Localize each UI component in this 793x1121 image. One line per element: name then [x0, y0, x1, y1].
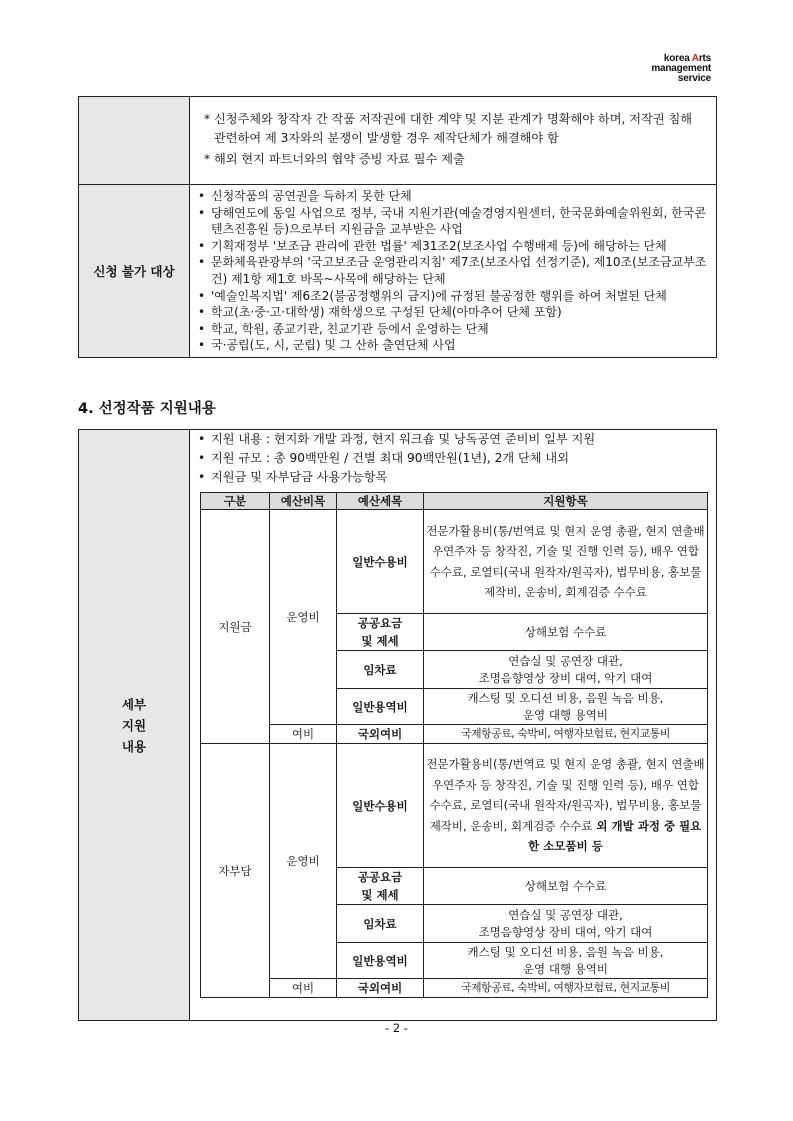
ineligible-item: • 문화체육관광부의 '국고보조금 운영관리지침' 제7조(보조사업 선정기준), 제10조(보조금교부조건) 제1항 제1호 바목~사목에 해당하는 단체 [194, 254, 710, 287]
budget-desc-text: 상해보험 수수료 [524, 879, 607, 893]
col-header: 예산세목 [337, 493, 424, 510]
budget-desc-bold: 외 개발 과정 중 필요한 소모품비 등 [528, 818, 702, 854]
travel-category: 여비 [270, 725, 337, 744]
eligibility-table [78, 96, 717, 358]
ineligible-item: • 기획재정부 '보조금 관리에 관한 법률' 제31조2(보조사업 수행배제 등)에 해당하는 단체 [194, 238, 710, 255]
budget-item: 임차료 [337, 651, 424, 689]
budget-desc [424, 510, 708, 614]
budget-item: 국외여비 [337, 979, 424, 998]
budget-desc-text: 전문가활용비(통/번역료 및 현지 운영 총괄, 현지 연출배우연주자 등 창작진, 기술 및 진행 인력 등), 배우 연합 수수료, 로열티(국내 원작자/원곡자), 법무비용, 홍보물제작비, 운송비, 회계검증 수수료 [426, 757, 705, 833]
budget-desc-text: 상해보험 수수료 [524, 625, 607, 639]
budget-desc [424, 651, 708, 689]
support-content [190, 430, 717, 1021]
budget-desc-text: 연습실 및 공연장 대관, 조명음향영상 장비 대여, 악기 대여 [478, 654, 653, 685]
group-name: 지원금 [201, 510, 270, 744]
kams-logo: korea Arts management service [651, 53, 711, 84]
empty-label-cell [79, 97, 190, 185]
budget-desc-text: 전문가활용비(통/번역료 및 현지 운영 총괄, 현지 연출배우연주자 등 창작진, 기술 및 진행 인력 등), 배우 연합 수수료, 로열티(국내 원작자/원곡자), 법무비용, 홍보물제작비, 운송비, 회계검증 수수료 [426, 523, 705, 599]
budget-item: 일반수용비 [337, 744, 424, 868]
budget-item: 공공요금 및 제세 [337, 614, 424, 651]
table-row [201, 725, 708, 744]
support-bullet: • 지원 내용 : 현지화 개발 과정, 현지 워크숍 및 낭독공연 준비비 일부 지원 [194, 430, 712, 449]
ineligible-list [194, 188, 710, 354]
page-number: - 2 - [385, 1021, 408, 1035]
ineligible-item: • 학교(초·중·고·대학생) 재학생으로 구성된 단체(아마추어 단체 포함) [194, 304, 710, 321]
col-header: 예산비목 [270, 493, 337, 510]
group-name: 자부담 [201, 744, 270, 998]
section-title: 4. 선정작품 지원내용 [78, 401, 216, 417]
budget-item: 임차료 [337, 905, 424, 943]
budget-item: 일반용역비 [337, 689, 424, 725]
note-copyright: * 신청주체와 창작자 간 작품 저작권에 대한 계약 및 지분 관계가 명확해야 하며, 저작권 침해 관련하여 제 3자와의 분쟁이 발생할 경우 제작단체가 해결해야 함 [204, 112, 693, 145]
support-bullet: • 지원 규모 : 총 90백만원 / 건별 최대 90백만원(1년), 2개 단체 내외 [194, 449, 712, 468]
table-row [201, 510, 708, 614]
budget-desc-text: 국제항공료, 숙박비, 여행자보험료, 현지교통비 [461, 980, 670, 994]
ineligible-list-cell [190, 185, 717, 358]
ineligible-item: • 신청작품의 공연권을 득하지 못한 단체 [194, 188, 710, 205]
note-partner: * 해외 현지 파트너와의 협약 증빙 자료 필수 제출 [204, 152, 465, 166]
ineligible-item: • 학교, 학원, 종교기관, 친교기관 등에서 운영하는 단체 [194, 321, 710, 338]
copyright-notes [190, 97, 717, 185]
budget-table [200, 492, 708, 998]
ineligible-item: • 국·공립(도, 시, 군립) 및 그 산하 출연단체 사업 [194, 337, 710, 354]
ineligible-item: • 당해연도에 동일 사업으로 정부, 국내 지원기관(예술경영지원센터, 한국문화예술위원회, 한국콘텐츠진흥원 등)으로부터 지원금을 교부받은 사업 [194, 205, 710, 238]
budget-desc [424, 943, 708, 979]
budget-desc [424, 868, 708, 905]
budget-desc-text: 국제항공료, 숙박비, 여행자보험료, 현지교통비 [461, 726, 670, 740]
budget-desc [424, 725, 708, 744]
support-bullets [194, 430, 712, 487]
budget-desc-text: 연습실 및 공연장 대관, 조명음향영상 장비 대여, 악기 대여 [478, 908, 653, 939]
ineligible-item: • '예술인복지법' 제6조2(불공정행위의 금지)에 규정된 불공정한 행위를 하여 처벌된 단체 [194, 288, 710, 305]
budget-desc-text: 캐스팅 및 오디션 비용, 음원 녹음 비용, 운영 대행 용역비 [467, 691, 664, 722]
ineligible-label: 신청 불가 대상 [79, 185, 190, 358]
col-header: 구분 [201, 493, 270, 510]
budget-desc-text: 캐스팅 및 오디션 비용, 음원 녹음 비용, 운영 대행 용역비 [467, 945, 664, 976]
support-table [78, 429, 717, 1021]
support-label: 세부 지원 내용 [79, 430, 190, 1021]
budget-desc [424, 979, 708, 998]
budget-desc [424, 689, 708, 725]
col-header: 지원항목 [424, 493, 708, 510]
budget-item: 일반용역비 [337, 943, 424, 979]
table-row [201, 979, 708, 998]
support-bullet: • 지원금 및 자부담금 사용가능항목 [194, 468, 712, 487]
budget-item: 일반수용비 [337, 510, 424, 614]
budget-item: 국외여비 [337, 725, 424, 744]
cost-category: 운영비 [270, 510, 337, 725]
travel-category: 여비 [270, 979, 337, 998]
budget-desc [424, 905, 708, 943]
budget-desc [424, 744, 708, 868]
budget-item: 공공요금 및 제세 [337, 868, 424, 905]
cost-category: 운영비 [270, 744, 337, 979]
budget-desc [424, 614, 708, 651]
table-row [201, 744, 708, 868]
